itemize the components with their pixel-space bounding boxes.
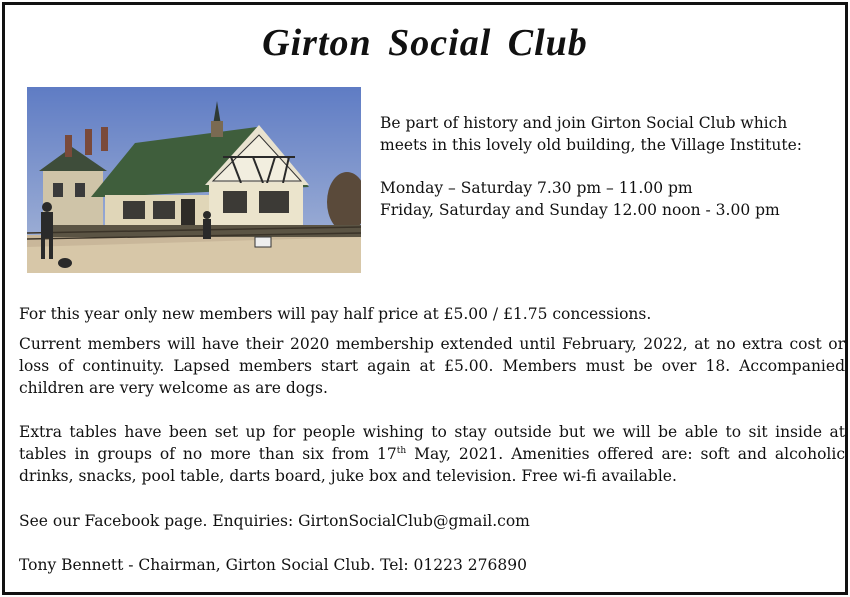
extra-tables-part1: Extra tables have been set up for people wishing to stay outside but we will be able to sit inside at tables in groups of no more than six from 17 [19, 423, 845, 463]
page-title: Girton Social Club [262, 22, 588, 64]
hours-weekday: Monday – Saturday 7.30 pm – 11.00 pm [380, 179, 693, 197]
facebook-enquiries: See our Facebook page. Enquiries: GirtonSocialClub@gmail.com [19, 512, 530, 530]
intro-text: Be part of history and join Girton Social Club which meets in this lovely old building, the Village Institute: [380, 114, 802, 154]
village-institute-photo [27, 87, 361, 273]
advert-frame [2, 2, 848, 595]
extra-tables-part2: May, 2021. Amenities offered are: soft and alcoholic drinks, snacks, pool table, darts board, juke box and television. Free wi-fi available. [19, 445, 845, 485]
opening-hours [380, 177, 830, 221]
hours-weekend: Friday, Saturday and Sunday 12.00 noon - 3.00 pm [380, 201, 780, 219]
date-suffix: th [396, 446, 407, 456]
half-price-offer: For this year only new members will pay half price at £5.00 / £1.75 concessions. [19, 305, 652, 323]
current-members-text: Current members will have their 2020 membership extended until February, 2022, at no extra cost or loss of continuity. Lapsed members start again at £5.00. Members must be over 18. Accompanied children are very welcome as are dogs. [19, 335, 845, 397]
extra-tables-text [19, 421, 845, 487]
chairman-contact: Tony Bennett - Chairman, Girton Social Club. Tel: 01223 276890 [19, 556, 527, 574]
